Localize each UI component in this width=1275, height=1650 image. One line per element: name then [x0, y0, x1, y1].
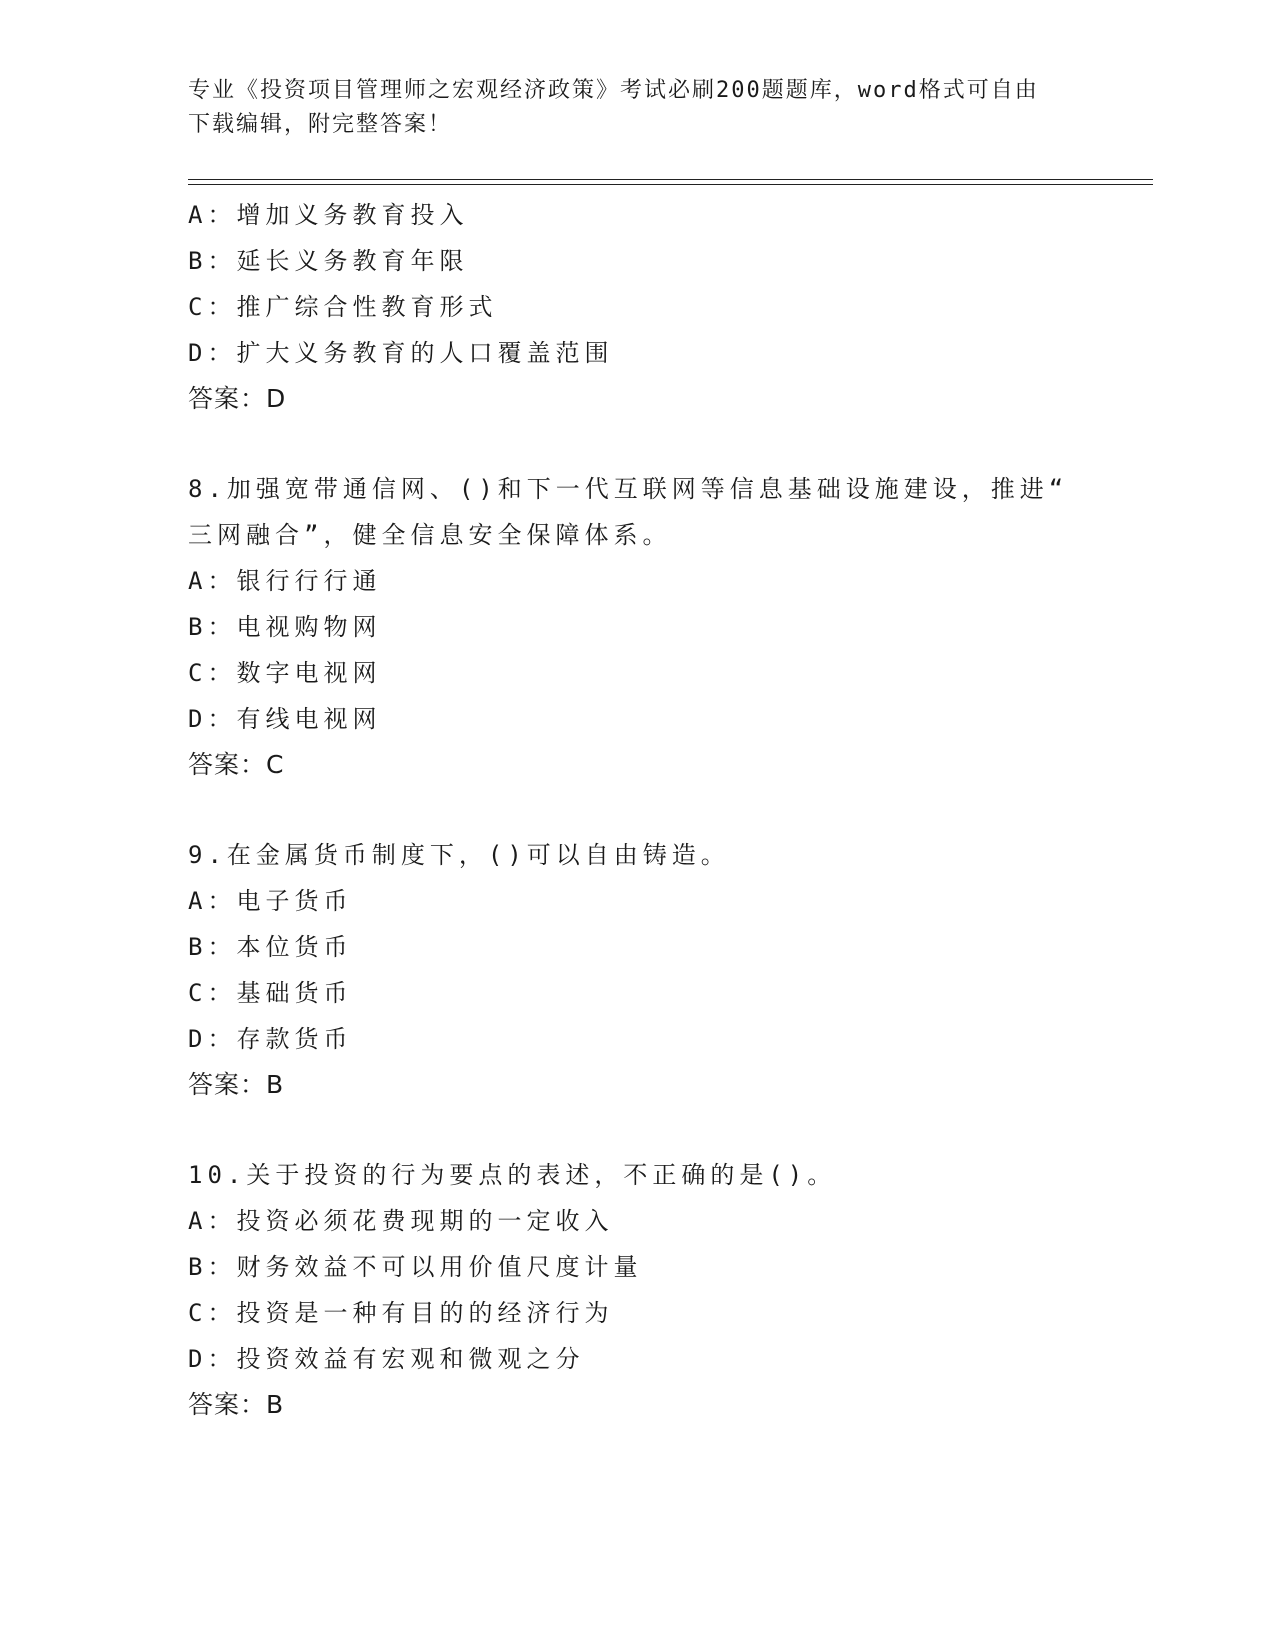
option-d: D：扩大义务教育的人口覆盖范围	[188, 339, 614, 367]
answer-line: 答案：C	[188, 750, 285, 779]
answer-line: 答案：B	[188, 1070, 285, 1099]
option-a: A：电子货币	[188, 887, 353, 915]
option-a: A：银行行行通	[188, 567, 382, 595]
document-header	[188, 74, 1088, 142]
answer-line: 答案：D	[188, 384, 287, 413]
question-text-line-1: 10.关于投资的行为要点的表述，不正确的是()。	[188, 1161, 837, 1189]
answer-line: 答案：B	[188, 1390, 285, 1419]
header-intro-line-1: 专业《投资项目管理师之宏观经济政策》考试必刷200题题库，word格式可自由	[188, 78, 1039, 103]
question-text-line-1: 8.加强宽带通信网、()和下一代互联网等信息基础设施建设，推进“	[188, 475, 1069, 503]
question-spacer	[188, 1108, 1088, 1152]
question-block-9	[188, 832, 1088, 1108]
option-d: D：投资效益有宏观和微观之分	[188, 1345, 585, 1373]
option-c: C：基础货币	[188, 979, 353, 1007]
question-block-7	[188, 192, 1088, 422]
question-text-line-2: 三网融合”，健全信息安全保障体系。	[188, 521, 672, 549]
question-list	[188, 192, 1088, 1428]
option-d: D：存款货币	[188, 1025, 353, 1053]
option-d: D：有线电视网	[188, 705, 382, 733]
option-c: C：投资是一种有目的的经济行为	[188, 1299, 614, 1327]
header-intro-line-2: 下载编辑，附完整答案！	[188, 112, 453, 137]
option-b: B：财务效益不可以用价值尺度计量	[188, 1253, 643, 1281]
header-divider-top	[188, 179, 1153, 180]
question-spacer	[188, 788, 1088, 832]
question-block-10	[188, 1152, 1088, 1428]
option-b: B：延长义务教育年限	[188, 247, 469, 275]
option-a: A：增加义务教育投入	[188, 201, 469, 229]
question-block-8	[188, 466, 1088, 788]
option-c: C：数字电视网	[188, 659, 382, 687]
option-c: C：推广综合性教育形式	[188, 293, 498, 321]
option-b: B：本位货币	[188, 933, 353, 961]
question-text-line-1: 9.在金属货币制度下，()可以自由铸造。	[188, 841, 730, 869]
option-b: B：电视购物网	[188, 613, 382, 641]
question-spacer	[188, 422, 1088, 466]
option-a: A：投资必须花费现期的一定收入	[188, 1207, 614, 1235]
header-divider-bottom	[188, 184, 1153, 185]
